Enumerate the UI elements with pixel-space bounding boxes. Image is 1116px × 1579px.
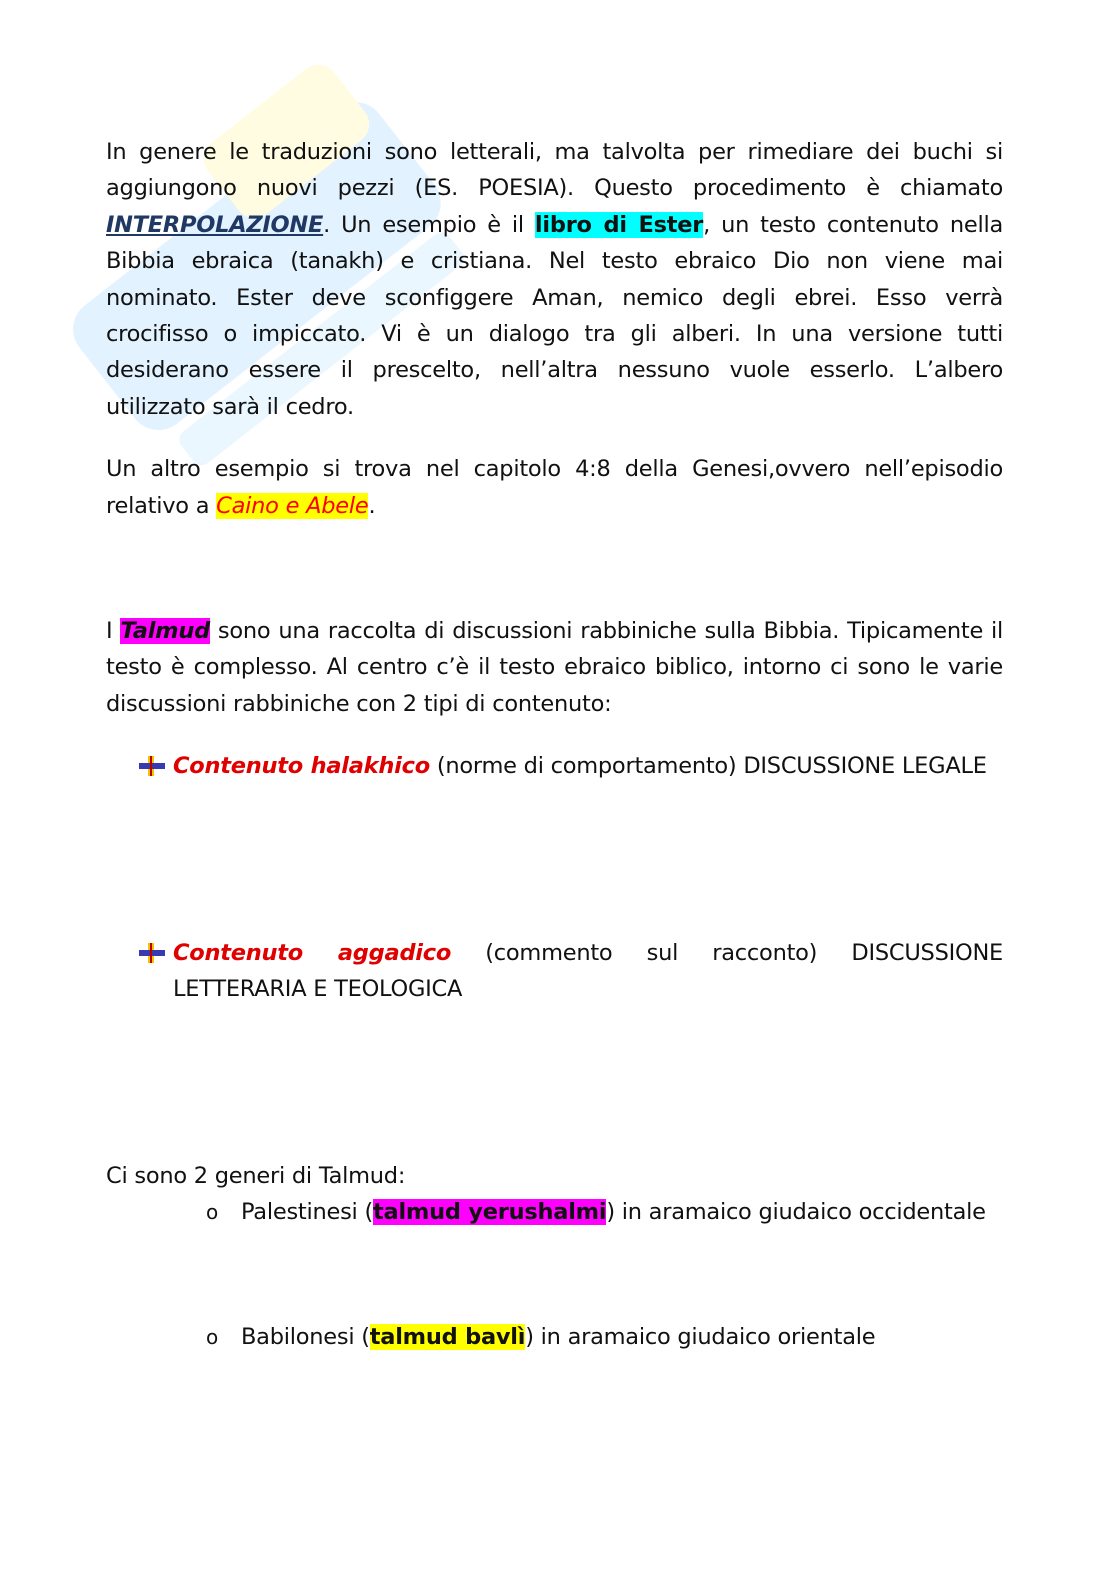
highlight-talmud-bavli: talmud bavlì xyxy=(369,1324,526,1351)
text: sono una raccolta di discussioni rabbiniche sulla Bibbia. Tipicamente il testo è complesso. Al centro c’è il testo ebraico biblico, intorno ci sono le varie discussioni rabbiniche con 2 tipi di contenuto: xyxy=(106,618,1003,717)
bullet-title: Contenuto aggadico xyxy=(173,939,452,966)
plus-bullet-icon xyxy=(139,943,165,963)
text: . Un esempio è il xyxy=(323,211,535,238)
text: . xyxy=(368,492,376,519)
highlight-libro-di-ester: libro di Ester xyxy=(534,211,704,238)
paragraph-genesi xyxy=(106,451,1003,524)
paragraph-interpolazione xyxy=(106,134,1003,425)
highlight-talmud: Talmud xyxy=(120,618,210,645)
text: Palestinesi ( xyxy=(241,1198,373,1225)
circle-bullet-icon: o xyxy=(206,1325,218,1350)
circle-bullet-icon: o xyxy=(206,1199,218,1224)
bullet-text: (commento sul racconto) DISCUSSIONE LETTERARIA E TEOLOGICA xyxy=(173,939,1003,1003)
highlight-talmud-yerushalmi: talmud yerushalmi xyxy=(373,1198,607,1225)
text: Babilonesi ( xyxy=(241,1324,370,1351)
bullet-aggadico xyxy=(106,935,1003,1008)
paragraph-generi: Ci sono 2 generi di Talmud: xyxy=(106,1162,406,1189)
paragraph-talmud xyxy=(106,613,1003,722)
plus-bullet-icon xyxy=(139,756,165,776)
text: ) in aramaico giudaico occidentale xyxy=(606,1198,986,1225)
bullet-title: Contenuto halakhico xyxy=(173,753,430,780)
list-item-babilonesi xyxy=(106,1319,1003,1355)
text: Un altro esempio si trova nel capitolo 4:8 della Genesi,ovvero nell’episodio relativo a xyxy=(106,456,1003,519)
bullet-text: (norme di comportamento) DISCUSSIONE LEGALE xyxy=(429,753,987,780)
term-interpolazione: INTERPOLAZIONE xyxy=(106,211,324,238)
document-page xyxy=(106,134,1003,1356)
text: I xyxy=(106,618,121,645)
list-item-palestinesi xyxy=(106,1194,1003,1230)
text: , un testo contenuto nella Bibbia ebraica (tanakh) e cristiana. Nel testo ebraico Dio non viene mai nominato. Ester deve sconfiggere Aman, nemico degli ebrei. Esso verrà crocifisso o impiccato. Vi è un dialogo tra gli alberi. In una versione tutti desiderano essere il prescelto, nell’altra nessuno vuole esserlo. L’albero utilizzato sarà il cedro. xyxy=(106,211,1003,420)
text: In genere le traduzioni sono letterali, ma talvolta per rimediare dei buchi si aggiungono nuovi pezzi (ES. POESIA). Questo procedimento è chiamato xyxy=(106,139,1003,202)
bullet-halakhico xyxy=(106,748,1003,784)
highlight-caino-e-abele: Caino e Abele xyxy=(216,492,369,519)
text: ) in aramaico giudaico orientale xyxy=(525,1324,876,1351)
